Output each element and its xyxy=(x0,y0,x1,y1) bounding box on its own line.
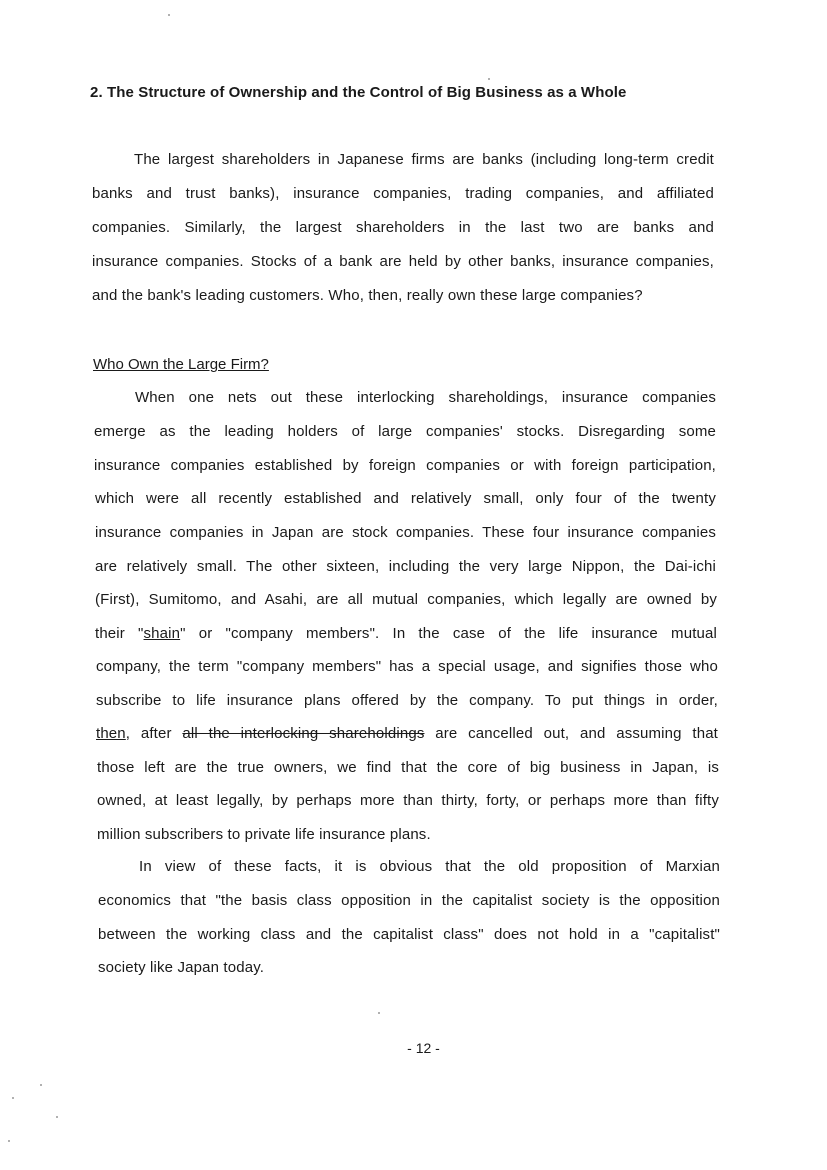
paragraph-2-line-11 xyxy=(96,725,718,742)
line-11-part-b: , after xyxy=(125,725,183,742)
page-number: - 12 - xyxy=(407,1040,440,1056)
paragraph-2-line-6: are relatively small. The other sixteen, including the very large Nippon, the Dai-ichi xyxy=(95,558,716,575)
paragraph-2-line-4: which were all recently established and relatively small, only four of the twenty xyxy=(95,490,716,507)
scan-speck xyxy=(8,1140,10,1142)
paragraph-2-line-3: insurance companies established by foreign companies or with foreign participation, xyxy=(94,457,716,474)
paragraph-1-line-5: and the bank's leading customers. Who, then, really own these large companies? xyxy=(92,287,643,304)
paragraph-3-line-2: economics that "the basis class opposition in the capitalist society is the opposition xyxy=(98,892,720,909)
word-then: then xyxy=(96,725,126,742)
paragraph-2-line-5: insurance companies in Japan are stock companies. These four insurance companies xyxy=(95,524,716,541)
scan-speck xyxy=(12,1097,14,1099)
paragraph-1-line-2: banks and trust banks), insurance companies, trading companies, and affiliated xyxy=(92,185,714,202)
paragraph-3-line-1: In view of these facts, it is obvious that the old proposition of Marxian xyxy=(139,858,720,875)
paragraph-2-line-2: emerge as the leading holders of large companies' stocks. Disregarding some xyxy=(94,423,716,440)
paragraph-1-line-1: The largest shareholders in Japanese firms are banks (including long-term credit xyxy=(134,151,714,168)
scan-speck xyxy=(56,1116,58,1118)
scan-speck xyxy=(168,14,170,16)
paragraph-2-line-9: company, the term "company members" has a special usage, and signifies those who xyxy=(96,658,718,675)
line-11-part-d: are cancelled out, and assuming that xyxy=(424,725,719,742)
section-title: 2. The Structure of Ownership and the Control of Big Business as a Whole xyxy=(90,84,627,101)
paragraph-2-line-14: million subscribers to private life insurance plans. xyxy=(97,826,431,843)
scan-speck xyxy=(378,1012,380,1014)
scan-speck xyxy=(40,1084,42,1086)
line-8-prefix: their " xyxy=(95,625,144,642)
paragraph-2-line-7: (First), Sumitomo, and Asahi, are all mutual companies, which legally are owned by xyxy=(95,591,717,608)
struck-phrase: all the interlocking shareholdings xyxy=(182,725,425,742)
term-shain: shain xyxy=(143,625,181,642)
paragraph-2-line-8 xyxy=(95,625,717,642)
paragraph-2-line-10: subscribe to life insurance plans offered by the company. To put things in order, xyxy=(96,692,718,709)
paragraph-3-line-4: society like Japan today. xyxy=(98,959,265,976)
paragraph-3-line-3: between the working class and the capitalist class" does not hold in a "capitalist" xyxy=(98,926,720,943)
paragraph-2-line-13: owned, at least legally, by perhaps more than thirty, forty, or perhaps more than fifty xyxy=(97,792,719,809)
paragraph-1-line-4: insurance companies. Stocks of a bank are held by other banks, insurance companies, xyxy=(92,253,714,270)
paragraph-2-line-12: those left are the true owners, we find that the core of big business in Japan, is xyxy=(97,759,719,776)
subheading: Who Own the Large Firm? xyxy=(93,356,269,373)
paragraph-2-line-1: When one nets out these interlocking shareholdings, insurance companies xyxy=(135,389,716,406)
line-8-suffix: " or "company members". In the case of the life insurance mutual xyxy=(180,625,717,642)
paragraph-1-line-3: companies. Similarly, the largest shareholders in the last two are banks and xyxy=(92,219,714,236)
scan-speck xyxy=(488,78,490,80)
